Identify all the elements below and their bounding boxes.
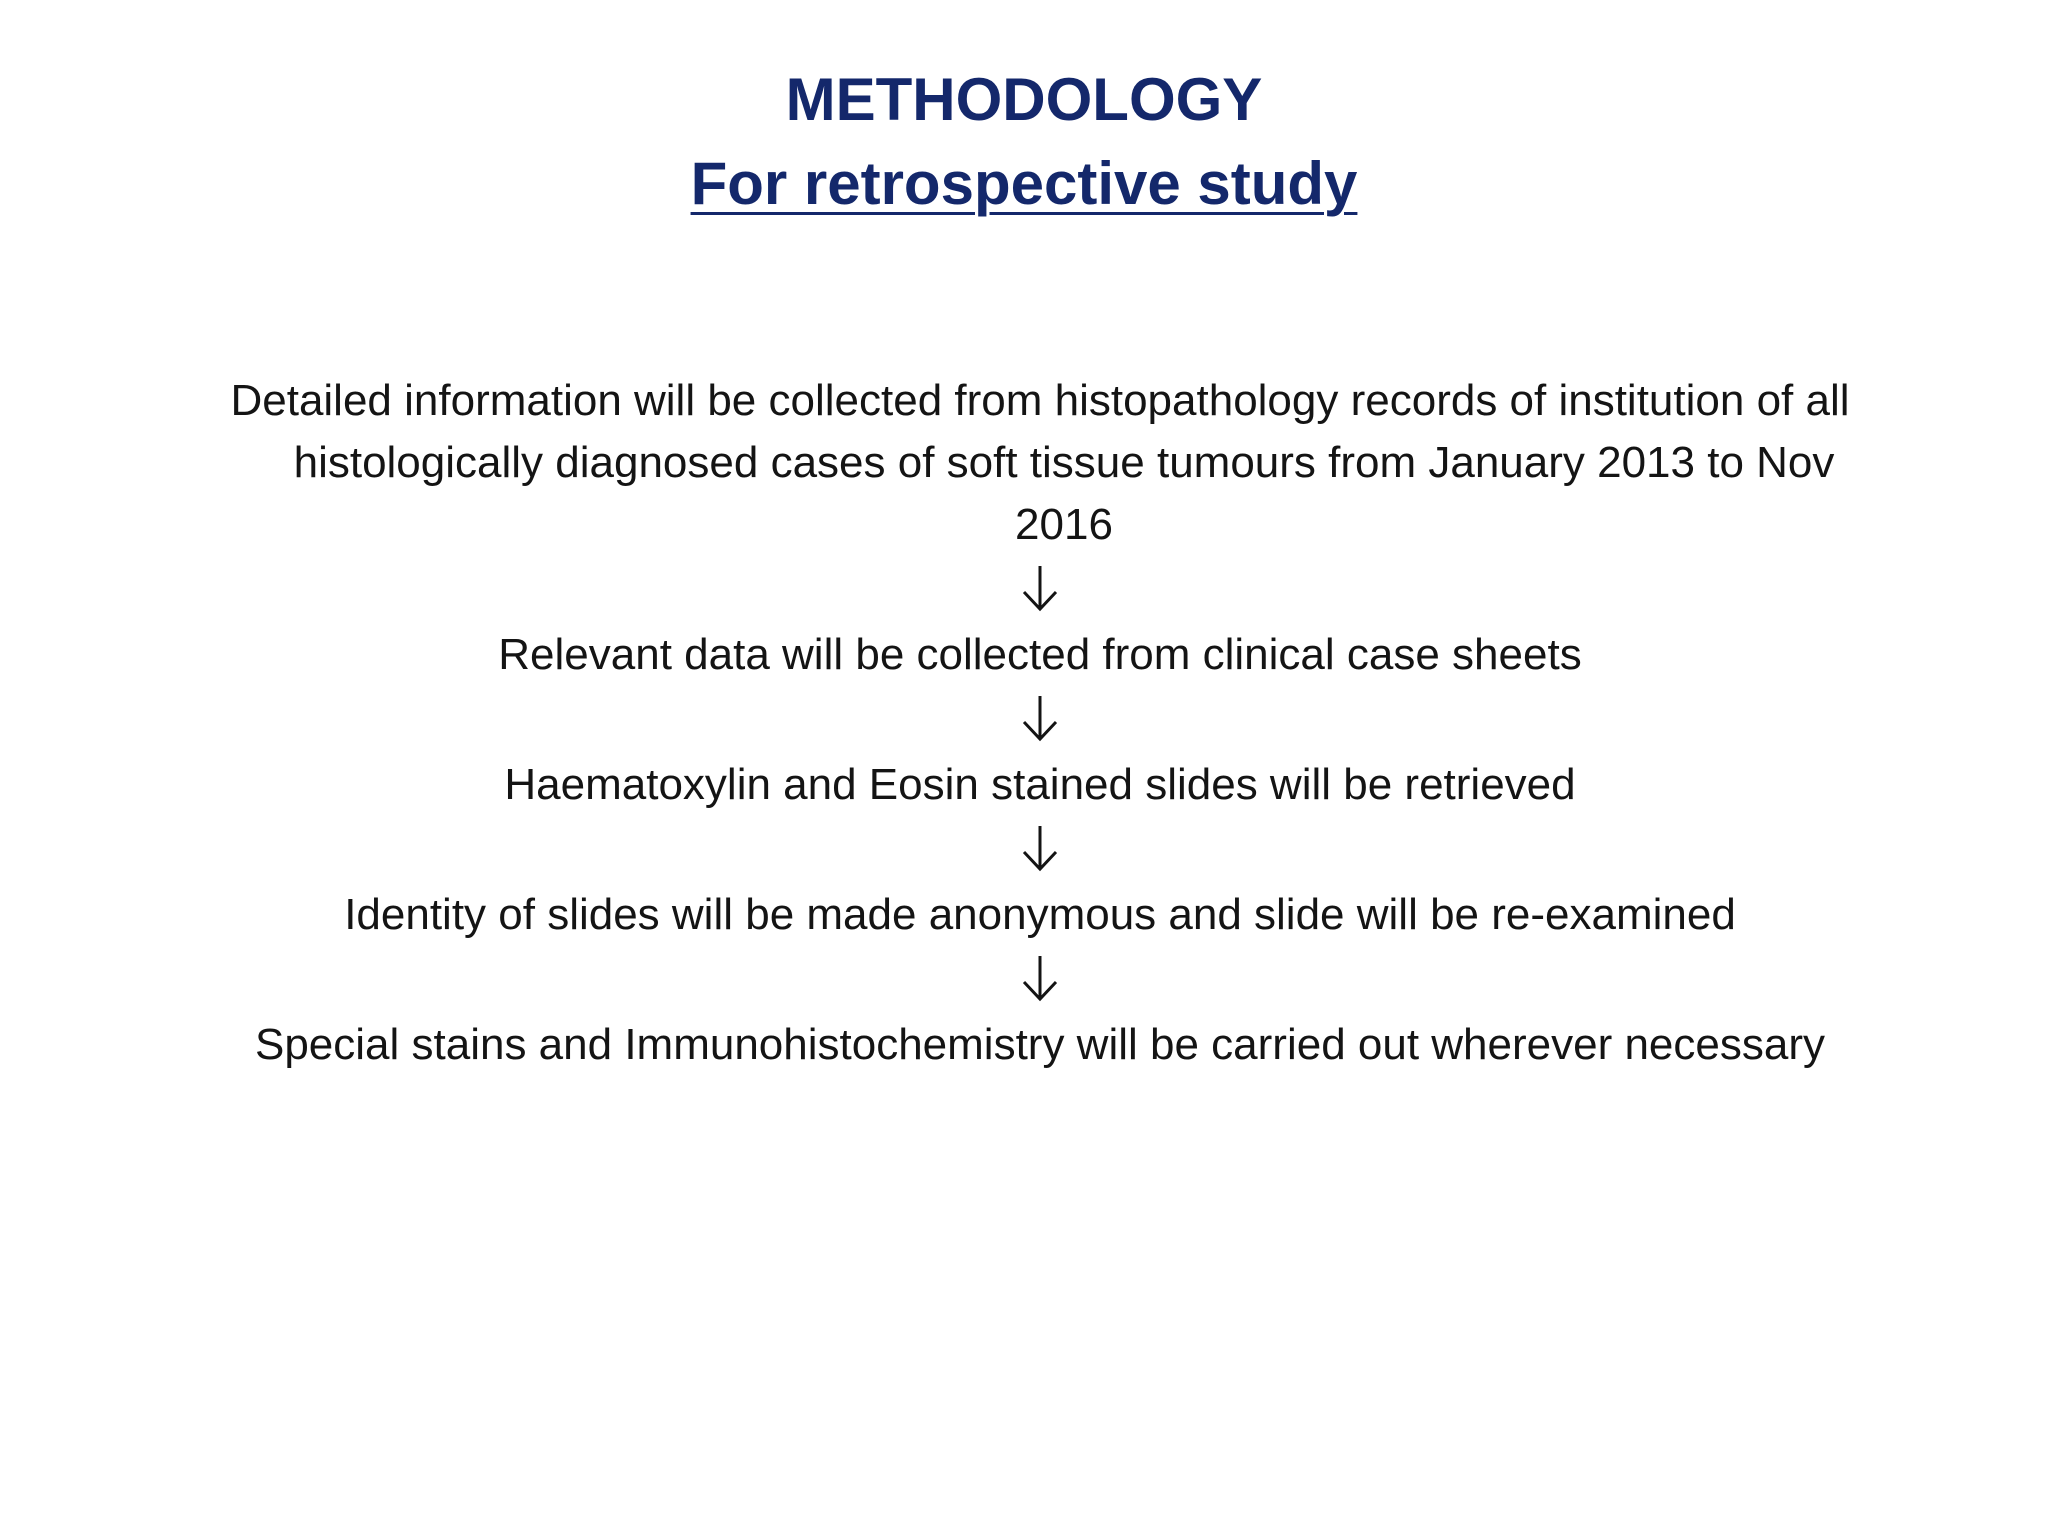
arrow-down-icon bbox=[1018, 692, 1062, 744]
slide-title: METHODOLOGY bbox=[785, 66, 1263, 133]
slide-subtitle: For retrospective study bbox=[690, 150, 1358, 217]
flow-step-2: Relevant data will be collected from clinical case sheets bbox=[498, 630, 1582, 679]
arrow-down-icon bbox=[1018, 562, 1062, 614]
flow-step-4: Identity of slides will be made anonymous and slide will be re-examined bbox=[344, 890, 1736, 939]
flow-step-5: Special stains and Immunohistochemistry will be carried out wherever necessary bbox=[254, 1020, 1825, 1069]
arrow-down-icon bbox=[1018, 822, 1062, 874]
arrow-down-icon bbox=[1018, 952, 1062, 1004]
flow-step-1: Detailed information will be collected from histopathology records of institution of all histologically diagnosed cases of soft tissue tumours from January 2013 to Nov 2016 bbox=[230, 376, 1850, 549]
flow-step-3: Haematoxylin and Eosin stained slides will be retrieved bbox=[504, 760, 1576, 809]
process-flow bbox=[230, 370, 1850, 1076]
